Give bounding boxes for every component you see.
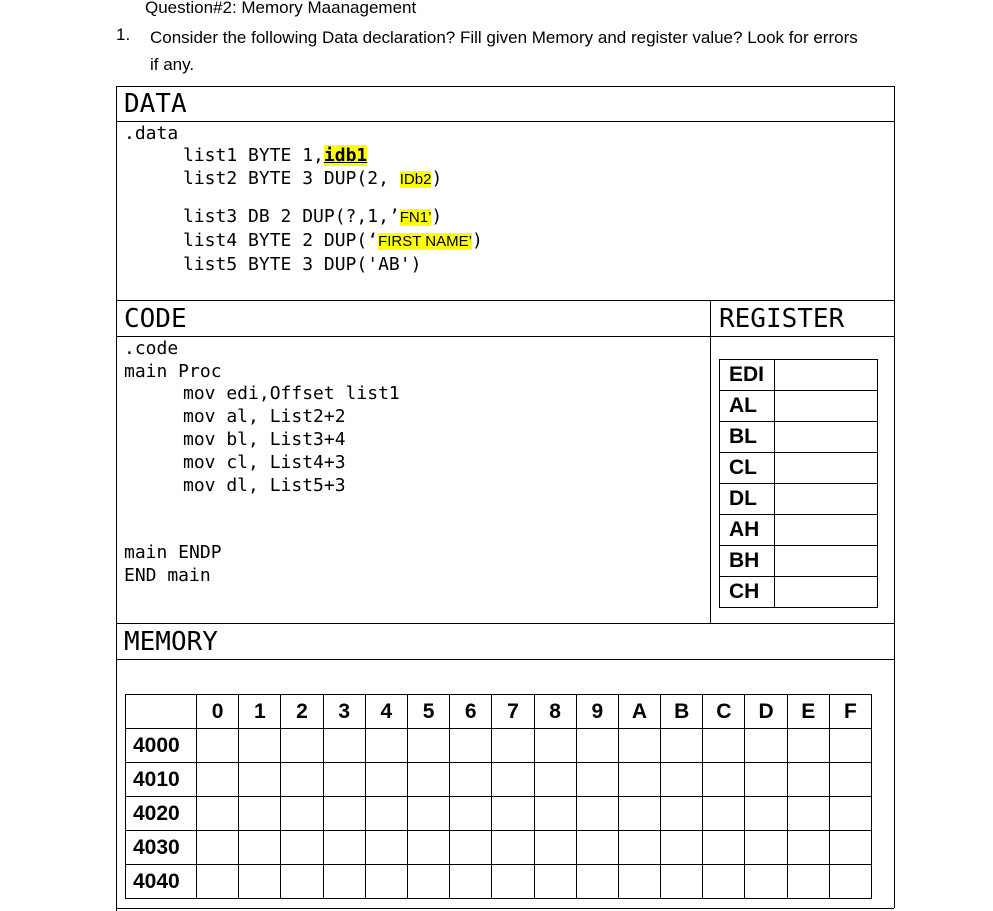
list3-suffix: ) [431,206,443,227]
memory-column-header: A [618,695,660,729]
memory-cell[interactable] [745,729,787,763]
memory-column-header: D [745,695,787,729]
frame-bottom-line [116,908,894,909]
memory-cell[interactable] [618,763,660,797]
memory-cell[interactable] [745,763,787,797]
memory-cell[interactable] [407,729,449,763]
frame-top-line [116,86,894,87]
memory-cell[interactable] [450,865,492,899]
memory-cell[interactable] [618,729,660,763]
memory-cell[interactable] [829,763,871,797]
memory-cell[interactable] [239,763,281,797]
memory-cell[interactable] [492,831,534,865]
list3-highlight: FN1’ [399,209,432,226]
code-proc-end: main ENDP [124,542,222,563]
memory-cell[interactable] [492,729,534,763]
memory-cell[interactable] [576,865,618,899]
data-line-list2 [183,168,442,192]
code-proc-start: main Proc [124,361,222,382]
memory-row [126,831,872,865]
question-number: 1. [116,25,131,44]
list3-text: list3 DB 2 DUP(?,1,’ [183,206,400,227]
memory-cell[interactable] [450,797,492,831]
code-directive: .code [124,338,179,359]
register-heading: REGISTER [719,304,845,334]
register-name: EDI [720,360,775,391]
data-line-list3 [183,206,442,230]
memory-row [126,729,872,763]
memory-row [126,865,872,899]
memory-corner-cell [126,695,197,729]
code-line: mov bl, List3+4 [183,429,346,450]
register-name: AH [720,515,775,546]
memory-cell[interactable] [534,763,576,797]
list2-suffix: ) [431,168,443,189]
memory-cell[interactable] [323,729,365,763]
code-line: mov cl, List4+3 [183,452,346,473]
register-row [720,391,878,422]
memory-cell[interactable] [323,865,365,899]
memory-cell[interactable] [450,729,492,763]
question-text: Consider the following Data declaration? Fill given Memory and register value? Look for errors if any. [150,28,858,74]
memory-cell[interactable] [281,763,323,797]
memory-cell[interactable] [281,865,323,899]
register-name: DL [720,484,775,515]
register-row [720,484,878,515]
memory-table [125,694,872,899]
memory-cell[interactable] [492,865,534,899]
register-name: AL [720,391,775,422]
memory-cell[interactable] [407,865,449,899]
memory-cell[interactable] [365,831,407,865]
memory-cell[interactable] [534,729,576,763]
memory-column-header: E [787,695,829,729]
register-value-cell[interactable] [775,577,878,608]
memory-cell[interactable] [703,797,745,831]
memory-cell[interactable] [618,797,660,831]
register-value-cell[interactable] [775,546,878,577]
memory-cell[interactable] [829,865,871,899]
memory-cell[interactable] [197,729,239,763]
memory-cell[interactable] [239,831,281,865]
memory-column-header: C [703,695,745,729]
memory-cell[interactable] [787,865,829,899]
memory-cell[interactable] [661,797,703,831]
list2-highlight: IDb2 [399,171,432,188]
memory-address: 4040 [126,865,197,899]
memory-cell[interactable] [534,797,576,831]
list4-suffix: ) [471,230,483,251]
memory-cell[interactable] [407,797,449,831]
frame-right-line [894,86,895,908]
memory-row [126,763,872,797]
memory-cell[interactable] [239,865,281,899]
memory-top-divider [116,623,894,624]
memory-cell[interactable] [197,831,239,865]
code-line: mov al, List2+2 [183,406,346,427]
memory-cell[interactable] [239,797,281,831]
data-heading-divider [116,121,894,122]
code-register-divider [710,300,711,623]
memory-cell[interactable] [703,865,745,899]
memory-cell[interactable] [450,763,492,797]
register-row [720,453,878,484]
register-row [720,422,878,453]
memory-cell[interactable] [323,763,365,797]
register-row [720,577,878,608]
data-heading: DATA [124,89,187,119]
memory-cell[interactable] [407,831,449,865]
memory-cell[interactable] [745,797,787,831]
memory-cell[interactable] [703,831,745,865]
list1-text: list1 BYTE 1, [183,145,324,166]
memory-cell[interactable] [787,729,829,763]
register-name: CL [720,453,775,484]
memory-column-header: B [661,695,703,729]
memory-cell[interactable] [534,831,576,865]
memory-row [126,797,872,831]
memory-cell[interactable] [787,831,829,865]
register-row [720,546,878,577]
memory-cell[interactable] [365,865,407,899]
code-end: END main [124,565,211,586]
memory-cell[interactable] [492,797,534,831]
data-line-list1 [183,145,367,168]
memory-cell[interactable] [492,763,534,797]
memory-cell[interactable] [197,797,239,831]
memory-cell[interactable] [829,729,871,763]
register-value-cell[interactable] [775,515,878,546]
memory-cell[interactable] [618,865,660,899]
memory-cell[interactable] [281,797,323,831]
memory-cell[interactable] [703,729,745,763]
memory-cell[interactable] [661,729,703,763]
memory-cell[interactable] [239,729,281,763]
memory-cell[interactable] [745,831,787,865]
memory-cell[interactable] [576,763,618,797]
memory-cell[interactable] [829,797,871,831]
memory-column-header: 4 [365,695,407,729]
memory-address: 4030 [126,831,197,865]
memory-column-header: 2 [281,695,323,729]
memory-cell[interactable] [661,763,703,797]
memory-column-header: 8 [534,695,576,729]
memory-column-header: 5 [407,695,449,729]
code-heading-divider [116,336,894,337]
code-heading: CODE [124,304,187,334]
memory-cell[interactable] [829,831,871,865]
memory-cell[interactable] [197,865,239,899]
register-value-cell[interactable] [775,484,878,515]
register-name: CH [720,577,775,608]
frame-left-line [116,86,117,911]
memory-column-header: 0 [197,695,239,729]
question-title: Question#2: Memory Maanagement [145,0,417,17]
memory-cell[interactable] [323,831,365,865]
memory-cell[interactable] [365,763,407,797]
list1-highlight: idb1 [323,145,368,166]
memory-heading: MEMORY [124,627,218,657]
memory-column-header: 7 [492,695,534,729]
register-value-cell[interactable] [775,391,878,422]
memory-column-header: 3 [323,695,365,729]
memory-cell[interactable] [365,729,407,763]
memory-cell[interactable] [323,797,365,831]
memory-column-header: 6 [450,695,492,729]
memory-cell[interactable] [576,831,618,865]
memory-cell[interactable] [787,797,829,831]
data-line-list5: list5 BYTE 3 DUP('AB') [183,254,422,275]
list4-highlight: FIRST NAME’ [378,233,472,250]
memory-cell[interactable] [365,797,407,831]
memory-cell[interactable] [787,763,829,797]
memory-cell[interactable] [661,831,703,865]
memory-cell[interactable] [703,763,745,797]
register-value-cell[interactable] [775,453,878,484]
memory-address: 4000 [126,729,197,763]
memory-cell[interactable] [450,831,492,865]
memory-address: 4020 [126,797,197,831]
memory-cell[interactable] [534,865,576,899]
memory-cell[interactable] [407,763,449,797]
register-value-cell[interactable] [775,422,878,453]
memory-cell[interactable] [576,797,618,831]
memory-cell[interactable] [281,831,323,865]
list4-text: list4 BYTE 2 DUP(‘ [183,230,379,251]
code-top-divider [116,300,894,301]
data-directive: .data [124,123,179,144]
register-row [720,360,878,391]
data-line-list4 [183,230,483,254]
register-value-cell[interactable] [775,360,878,391]
memory-cell[interactable] [281,729,323,763]
code-line: mov edi,Offset list1 [183,383,400,404]
memory-column-header: 9 [576,695,618,729]
memory-header-row [126,695,872,729]
register-row [720,515,878,546]
register-name: BL [720,422,775,453]
code-line: mov dl, List5+3 [183,475,346,496]
memory-heading-divider [116,659,894,660]
memory-column-header: 1 [239,695,281,729]
register-name: BH [720,546,775,577]
memory-address: 4010 [126,763,197,797]
memory-cell[interactable] [197,763,239,797]
memory-cell[interactable] [618,831,660,865]
memory-cell[interactable] [576,729,618,763]
memory-cell[interactable] [661,865,703,899]
memory-cell[interactable] [745,865,787,899]
list2-text: list2 BYTE 3 DUP(2, [183,168,400,189]
memory-column-header: F [829,695,871,729]
register-table [719,359,878,608]
